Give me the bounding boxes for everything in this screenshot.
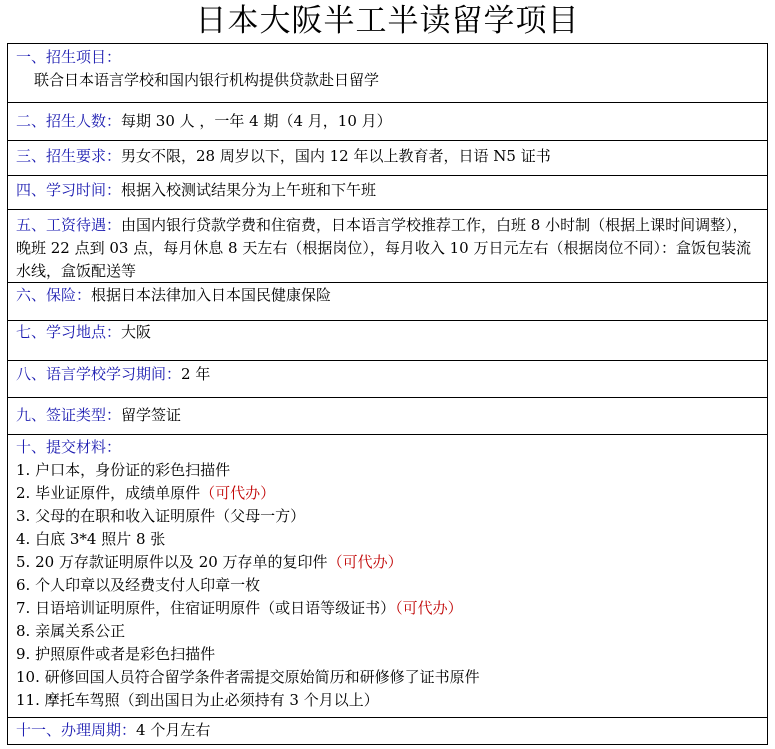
material-item <box>16 551 759 574</box>
section-label: 四、学习时间： <box>16 181 122 199</box>
material-text: 1. 户口本，身份证的彩色扫描件 <box>16 461 231 479</box>
material-text: 8. 亲属关系公正 <box>16 622 126 640</box>
material-text: 3. 父母的在职和收入证明原件（父母一方） <box>16 507 306 525</box>
material-text: 4. 白底 3*4 照片 8 张 <box>16 530 166 548</box>
section-label: 九、签证类型： <box>16 406 122 424</box>
material-text: 10. 研修回国人员符合留学条件者需提交原始简历和研修修了证书原件 <box>16 668 480 686</box>
section-text: 由国内银行贷款学费和住宿费，日本语言学校推荐工作，白班 8 小时制（根据上课时间调整），晚班 22 点到 03 点，每月休息 8 天左右（根据岗位），每月收入 10 万日元左右（根据岗位不同）：盒饭包装流水线，盒饭配送等 <box>16 216 751 280</box>
section-label: 二、招生人数： <box>16 112 122 130</box>
section-label: 一、招生项目： <box>16 48 122 66</box>
material-text: 7. 日语培训证明原件，住宿证明原件（或日语等级证书） <box>16 599 396 617</box>
section-enrollment-count <box>8 110 767 133</box>
material-item <box>16 666 759 689</box>
material-item <box>16 528 759 551</box>
section-label: 十、提交材料： <box>16 438 122 456</box>
can-handle-note: （可代办） <box>200 484 276 502</box>
section-text: 4 个月左右 <box>136 721 211 739</box>
section-text: 留学签证 <box>121 406 182 424</box>
section-requirements <box>8 145 767 168</box>
section-processing-period <box>8 719 767 742</box>
can-handle-note: （可代办） <box>395 599 463 617</box>
section-insurance <box>8 284 767 307</box>
material-text: 2. 毕业证原件，成绩单原件 <box>16 484 201 502</box>
material-item <box>16 597 759 620</box>
material-item <box>16 459 759 482</box>
section-label: 十一、办理周期： <box>16 721 137 739</box>
section-text: 联合日本语言学校和国内银行机构提供贷款赴日留学 <box>34 71 380 89</box>
section-label: 六、保险： <box>16 286 92 304</box>
material-item <box>16 505 759 528</box>
section-text: 2 年 <box>181 365 211 383</box>
section-study-time <box>8 179 767 202</box>
page-title: 日本大阪半工半读留学项目 <box>195 3 580 39</box>
material-item <box>16 574 759 597</box>
material-text: 5. 20 万存款证明原件以及 20 万存单的复印件 <box>16 553 328 571</box>
material-text: 11. 摩托车驾照（到出国日为止必须持有 3 个月以上） <box>16 691 379 709</box>
section-location <box>8 321 767 344</box>
material-text: 9. 护照原件或者是彩色扫描件 <box>16 645 216 663</box>
section-text: 根据日本法律加入日本国民健康保险 <box>91 286 332 304</box>
section-text: 每期 30 人 ，一年 4 期（4 月，10 月） <box>121 112 392 130</box>
section-visa-type <box>8 404 767 427</box>
section-label: 八、语言学校学习期间： <box>16 365 182 383</box>
section-text: 大阪 <box>121 323 152 341</box>
material-item <box>16 643 759 666</box>
section-text: 男女不限，28 周岁以下，国内 12 年以上教育者，日语 N5 证书 <box>121 147 551 165</box>
info-table <box>7 43 768 745</box>
section-enrollment-project <box>8 46 767 92</box>
section-school-period <box>8 363 767 386</box>
section-text: 根据入校测试结果分为上午班和下午班 <box>121 181 377 199</box>
materials-list <box>16 459 759 712</box>
section-label: 七、学习地点： <box>16 323 122 341</box>
can-handle-note: （可代办） <box>327 553 403 571</box>
material-item <box>16 620 759 643</box>
section-label: 三、招生要求： <box>16 147 122 165</box>
material-item <box>16 482 759 505</box>
section-label: 五、工资待遇： <box>16 216 122 234</box>
section-materials <box>8 436 767 712</box>
material-item <box>16 689 759 712</box>
section-salary <box>8 214 767 283</box>
material-text: 6. 个人印章以及经费支付人印章一枚 <box>16 576 261 594</box>
